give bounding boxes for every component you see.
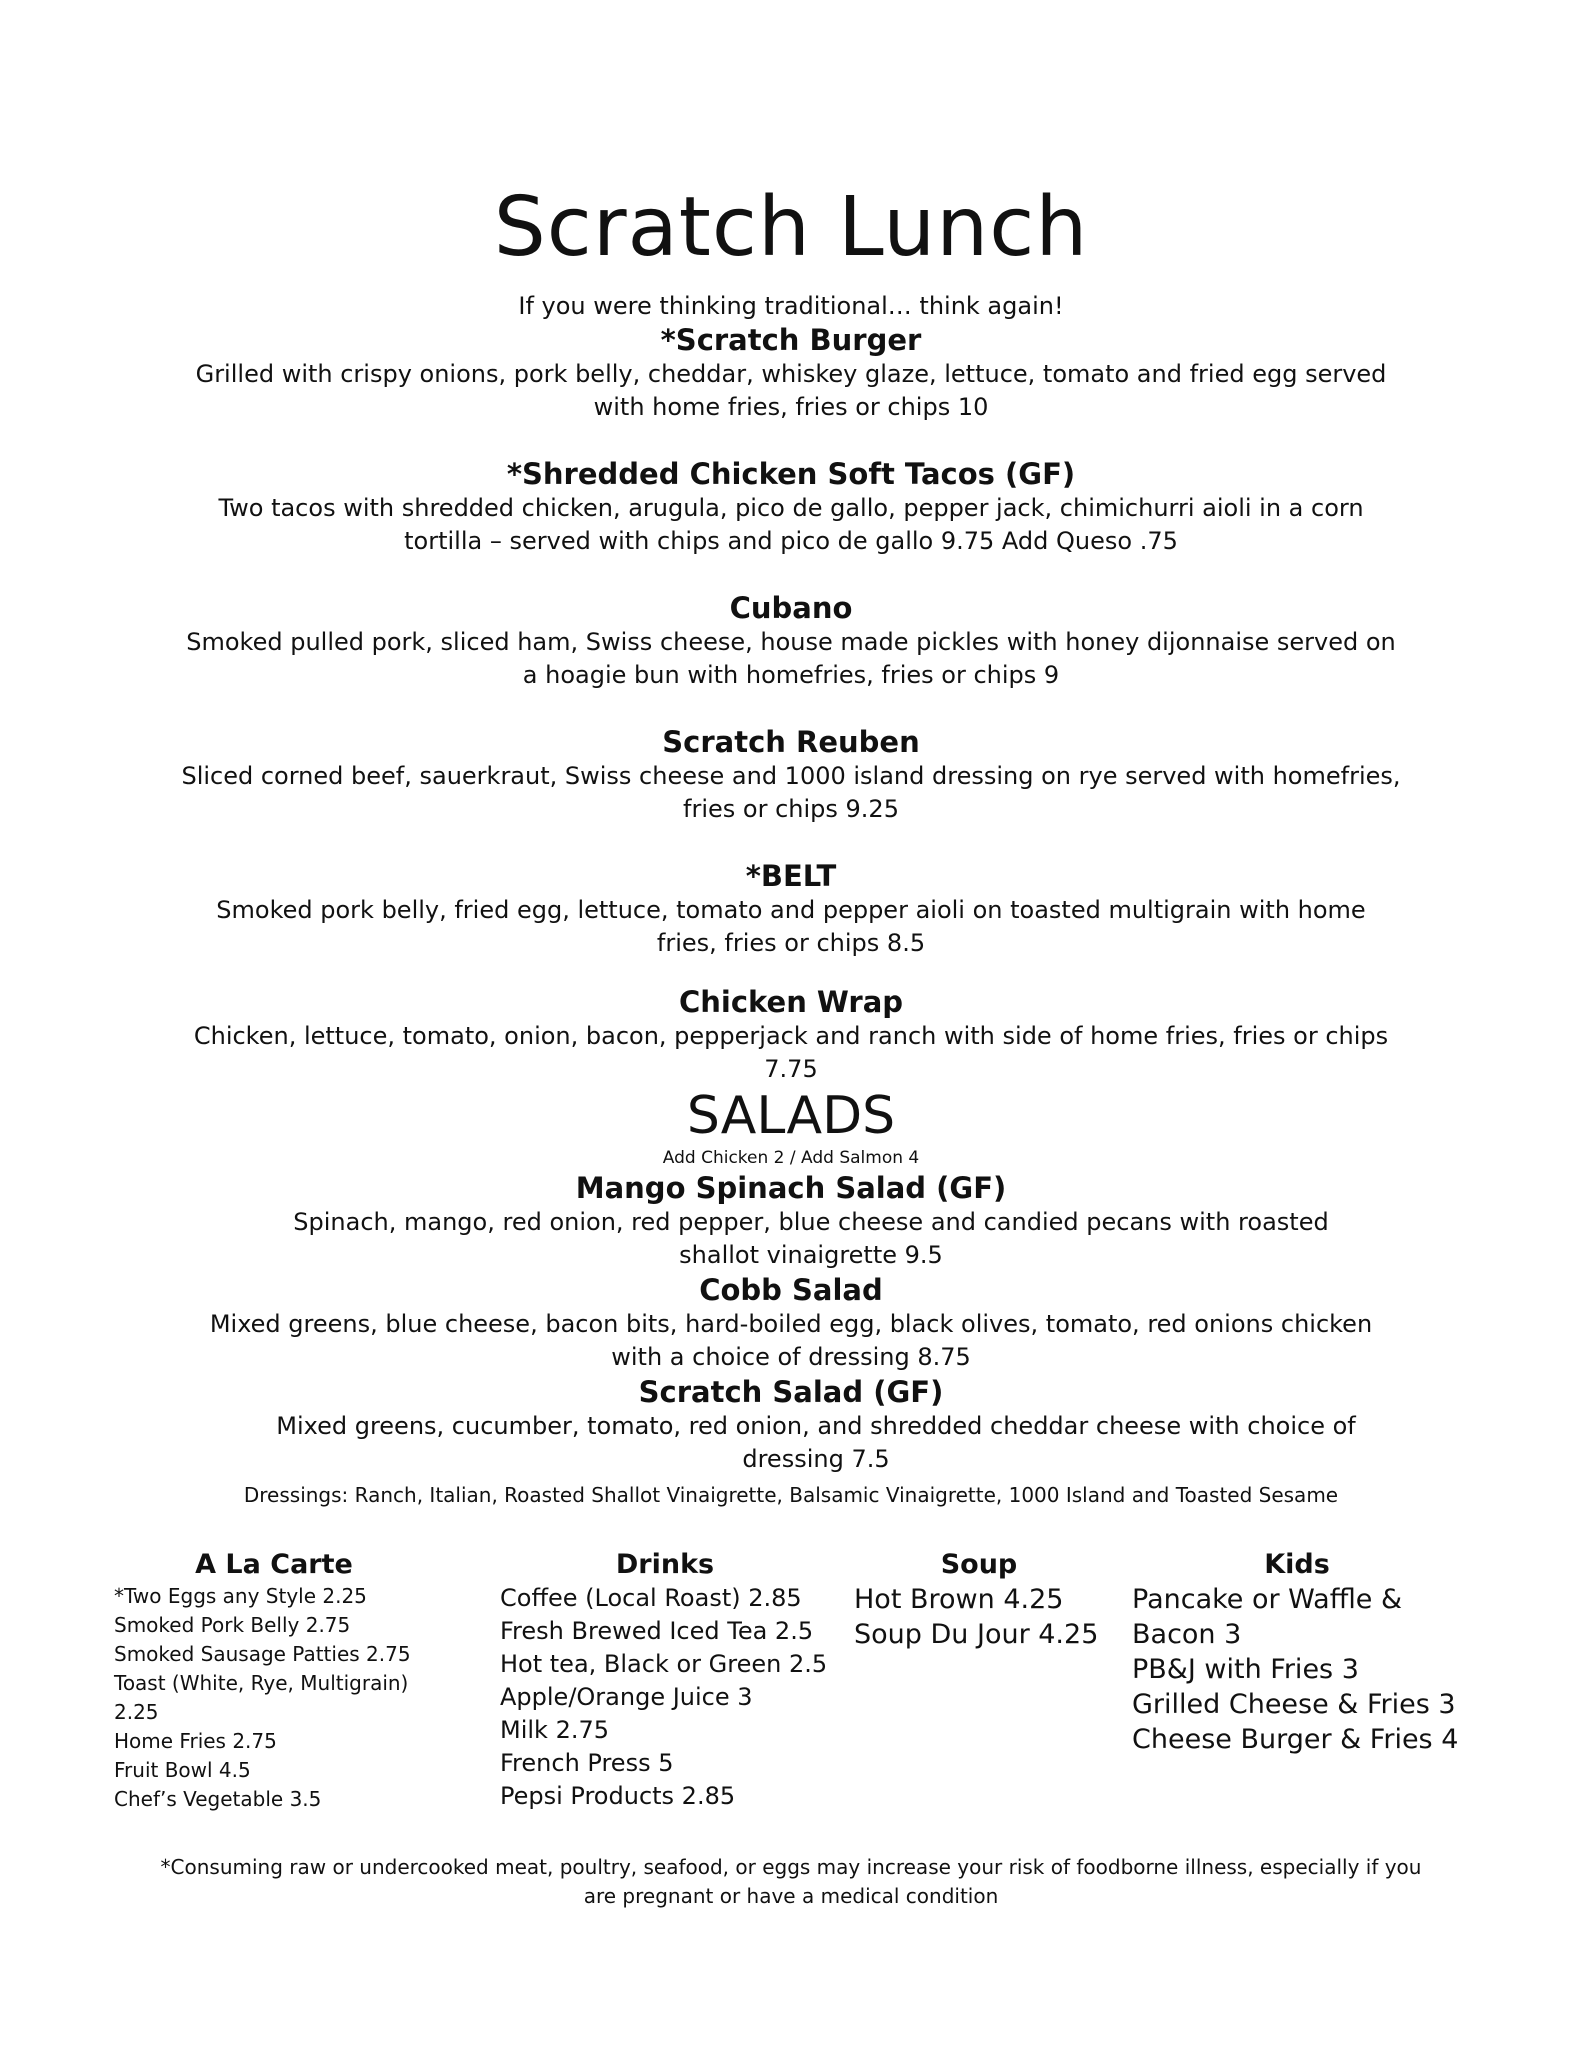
item-description: Smoked pulled pork, sliced ham, Swiss cheese, house made pickles with honey dijonnaise served on a hoagie bun with homefries, fries or chips 9: [186, 628, 1396, 689]
dressings-list: Dressings: Ranch, Italian, Roasted Shallot Vinaigrette, Balsamic Vinaigrette, 1000 Island and Toasted Sesame: [243, 1483, 1339, 1507]
column-heading: Kids: [1264, 1549, 1330, 1580]
salads-add-on-note: Add Chicken 2 / Add Salmon 4: [662, 1148, 920, 1168]
drinks-list: [500, 1582, 830, 1813]
lunch-section: [150, 322, 1432, 1510]
kids-list: [1132, 1582, 1462, 1757]
list-item: Hot Brown 4.25: [854, 1584, 1064, 1615]
item-name: Cobb Salad: [699, 1273, 883, 1307]
food-safety-disclaimer: *Consuming raw or undercooked meat, poultry, seafood, or eggs may increase your risk of foodborne illness, especially if you are pregnant or have a medical condition: [160, 1855, 1422, 1908]
salads-heading: SALADS: [686, 1086, 896, 1146]
soup-column: [854, 1548, 1104, 1652]
menu-item: [150, 858, 1432, 960]
list-item: Soup Du Jour 4.25: [854, 1619, 1099, 1650]
list-item: Smoked Pork Belly 2.75: [114, 1613, 351, 1637]
list-item: Chef’s Vegetable 3.5: [114, 1787, 322, 1811]
salad-item: [150, 1374, 1432, 1476]
list-item: Grilled Cheese & Fries 3: [1132, 1689, 1456, 1720]
soup-list: [854, 1582, 1104, 1652]
item-name: Mango Spinach Salad (GF): [575, 1171, 1007, 1205]
list-item: Fruit Bowl 4.5: [114, 1758, 251, 1782]
item-description: Mixed greens, blue cheese, bacon bits, hard-boiled egg, black olives, tomato, red onions chicken with a choice of dressing 8.75: [209, 1310, 1373, 1371]
menu-item: [150, 984, 1432, 1086]
item-description: Sliced corned beef, sauerkraut, Swiss cheese and 1000 island dressing on rye served with homefries, fries or chips 9.25: [181, 762, 1401, 823]
list-item: Coffee (Local Roast) 2.85: [500, 1584, 802, 1612]
list-item: Pancake or Waffle & Bacon 3: [1132, 1584, 1403, 1650]
column-heading: Drinks: [615, 1549, 715, 1580]
a-la-carte-list: [114, 1582, 434, 1814]
list-item: *Two Eggs any Style 2.25: [114, 1584, 367, 1608]
item-description: Chicken, lettuce, tomato, onion, bacon, pepperjack and ranch with side of home fries, fries or chips 7.75: [193, 1022, 1389, 1083]
item-description: Spinach, mango, red onion, red pepper, blue cheese and candied pecans with roasted shallot vinaigrette 9.5: [293, 1208, 1329, 1269]
salad-item: [150, 1272, 1432, 1374]
item-name: *BELT: [745, 859, 837, 893]
list-item: PB&J with Fries 3: [1132, 1654, 1359, 1685]
list-item: Milk 2.75: [500, 1716, 610, 1744]
salad-item: [150, 1170, 1432, 1272]
item-description: Two tacos with shredded chicken, arugula, pico de gallo, pepper jack, chimichurri aioli in a corn tortilla – served with chips and pico de gallo 9.75 Add Queso .75: [218, 494, 1364, 555]
menu-item: [150, 322, 1432, 424]
a-la-carte-column: [114, 1548, 434, 1814]
column-heading: Soup: [940, 1549, 1018, 1580]
list-item: Cheese Burger & Fries 4: [1132, 1724, 1459, 1755]
item-name: *Scratch Burger: [660, 323, 922, 357]
item-description: Mixed greens, cucumber, tomato, red onion, and shredded cheddar cheese with choice of dressing 7.5: [276, 1412, 1356, 1473]
page-title: Scratch Lunch: [493, 180, 1089, 275]
menu-item: [150, 456, 1432, 558]
list-item: Home Fries 2.75: [114, 1729, 277, 1753]
item-description: Grilled with crispy onions, pork belly, cheddar, whiskey glaze, lettuce, tomato and fried egg served with home fries, fries or chips 10: [195, 360, 1387, 421]
tagline: If you were thinking traditional… think again!: [518, 292, 1064, 320]
list-item: Fresh Brewed Iced Tea 2.5: [500, 1617, 814, 1645]
item-name: Cubano: [729, 591, 853, 625]
drinks-column: [500, 1548, 830, 1813]
item-description: Smoked pork belly, fried egg, lettuce, tomato and pepper aioli on toasted multigrain with home fries, fries or chips 8.5: [216, 896, 1366, 957]
menu-item: [150, 724, 1432, 826]
list-item: Toast (White, Rye, Multigrain) 2.25: [114, 1671, 409, 1724]
list-item: Smoked Sausage Patties 2.75: [114, 1642, 411, 1666]
item-name: *Shredded Chicken Soft Tacos (GF): [506, 457, 1076, 491]
item-name: Scratch Salad (GF): [638, 1375, 944, 1409]
list-item: French Press 5: [500, 1749, 674, 1777]
kids-column: [1132, 1548, 1462, 1757]
column-heading: A La Carte: [195, 1549, 353, 1580]
list-item: Apple/Orange Juice 3: [500, 1683, 753, 1711]
menu-item: [150, 590, 1432, 692]
list-item: Pepsi Products 2.85: [500, 1782, 736, 1810]
list-item: Hot tea, Black or Green 2.5: [500, 1650, 828, 1678]
item-name: Scratch Reuben: [662, 725, 920, 759]
item-name: Chicken Wrap: [678, 985, 904, 1019]
